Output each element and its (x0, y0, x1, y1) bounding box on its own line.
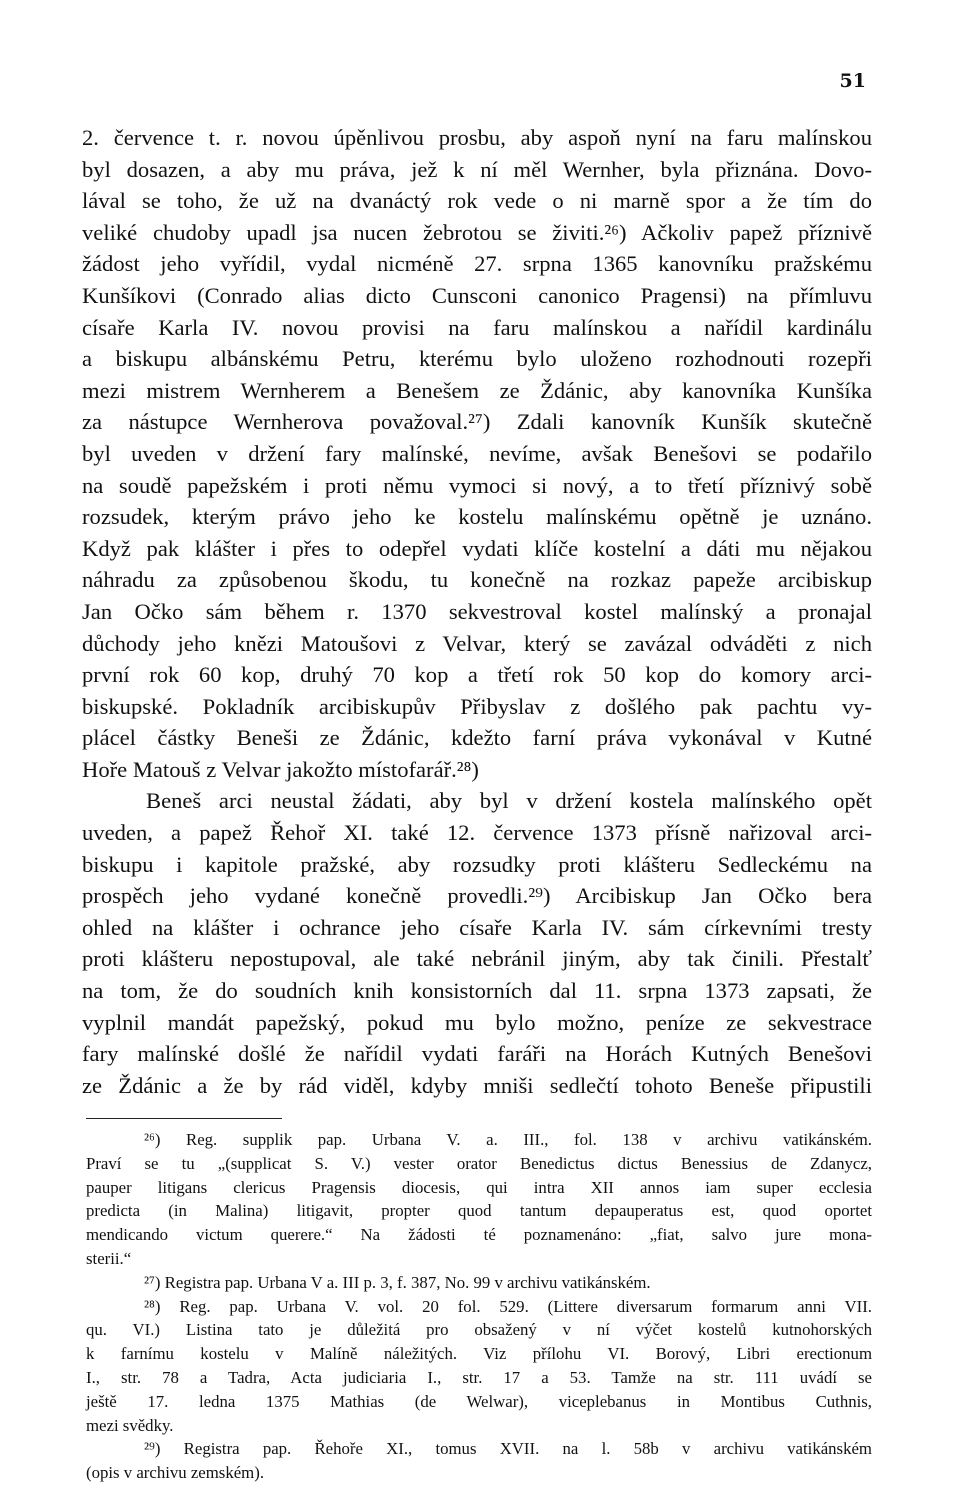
text-line: uveden, a papež Řehoř XI. také 12. července 1373 přísně nařizoval arci- (82, 820, 872, 846)
text-line: veliké chudoby upadl jsa nucen žebrotou se živiti.²⁶) Ačkoliv papež příznivě (82, 219, 872, 245)
footnote-line: qu. VI.) Listina tato je důležitá pro obsažený v ní výčet kostelů kutnohorských (86, 1320, 872, 1340)
text-line: žádost jeho vyřídil, vydal nicméně 27. srpna 1365 kanovníku pražskému (82, 251, 872, 277)
text-line: mezi mistrem Wernherem a Benešem ze Ždánic, aby kanovníka Kunšíka (82, 377, 872, 403)
footnote-line: ²⁶) Reg. supplik pap. Urbana V. a. III., fol. 138 v archivu vatikánském. (144, 1130, 872, 1149)
text-line: Hoře Matouš z Velvar jakožto místofarář.²⁸) (82, 756, 479, 782)
text-line: plácel částky Beneši ze Ždánic, kdežto farní práva vykonával v Kutné (82, 725, 872, 751)
text-line: Jan Očko sám během r. 1370 sekvestroval kostel malínský a pronajal (82, 598, 872, 624)
footnote-line: Praví se tu „(supplicat S. V.) vester orator Benedictus dictus Benessius de Zdanycz, (86, 1153, 872, 1173)
text-line: císaře Karla IV. novou provisi na faru malínskou a nařídil kardinálu (82, 314, 872, 340)
text-line: za nástupce Wernherova považoval.²⁷) Zdali kanovník Kunšík skutečně (82, 409, 872, 435)
text-line: fary malínské došlé že nařídil vydati faráři na Horách Kutných Benešovi (82, 1041, 872, 1067)
footnote-27 (86, 1271, 872, 1295)
text-line: biskupu i kapitole pražské, aby rozsudky proti klášteru Sedleckému na (82, 851, 872, 877)
footnote-line: ²⁷) Registra pap. Urbana V a. III p. 3, f. 387, No. 99 v archivu vatikánském. (144, 1272, 651, 1292)
text-line: proti klášteru nepostupoval, ale také nebránil jiným, aby tak činili. Přestalť (82, 946, 872, 972)
text-line: 2. července t. r. novou úpěnlivou prosbu, aby aspoň nyní na faru malínskou (82, 125, 872, 150)
text-line: Beneš arci neustal žádati, aby byl v držení kostela malínského opět (146, 788, 872, 814)
footnote-divider (86, 1118, 282, 1119)
text-line: Když pak klášter i přes to odepřel vydati klíče kostelní a dáti mu nějakou (82, 535, 872, 561)
footnote-line: (opis v archivu zemském). (86, 1463, 265, 1483)
footnote-line: predicta (in Malina) litigavit, propter quod tantum depauperatus est, quod oportet (86, 1201, 872, 1221)
footnote-line: mendicando victum querere.“ Na žádosti té poznamenáno: „fiat, salvo jure mona- (86, 1225, 872, 1245)
text-line: biskupské. Pokladník arcibiskupův Přibyslav z došlého pak pachtu vy- (82, 693, 872, 719)
text-line: a biskupu albánskému Petru, kterému bylo uloženo rozhodnouti rozepři (82, 346, 872, 372)
footnote-line: I., str. 78 a Tadra, Acta judiciaria I., str. 17 a 53. Tamže na str. 111 uvádí se (86, 1367, 872, 1387)
footnote-line: mezi svědky. (86, 1415, 174, 1435)
footnote-29 (86, 1437, 872, 1485)
text-line: náhradu za způsobenou škodu, tu konečně na rozkaz papeže arcibiskup (82, 567, 872, 593)
page-number: 51 (839, 70, 866, 92)
footnote-28 (86, 1295, 872, 1438)
text-line: ohled na klášter i ochrance jeho císaře Karla IV. sám církevními tresty (82, 914, 872, 940)
text-line: na tom, že do soudních knih konsistorních dal 11. srpna 1373 zapsati, že (82, 978, 872, 1004)
footnote-line: ²⁹) Registra pap. Řehoře XI., tomus XVII. na l. 58b v archivu vatikánském (144, 1439, 872, 1459)
text-line: na soudě papežském i proti němu vymoci si nový, a to třetí příznivý sobě (82, 472, 872, 498)
text-line: první rok 60 kop, druhý 70 kop a třetí rok 50 kop do komory arci- (82, 662, 872, 688)
paragraph-1 (82, 122, 872, 785)
text-line: vyplnil mandát papežský, pokud mu bylo možno, peníze ze sekvestrace (82, 1009, 872, 1035)
text-line: lával se toho, že už na dvanáctý rok vede o ni marně spor a že tím do (82, 188, 872, 214)
main-text (82, 122, 872, 1101)
text-line: rozsudek, kterým právo jeho ke kostelu malínskému opětně je uznáno. (82, 504, 872, 530)
text-line: prospěch jeho vydané konečně provedli.²⁹) Arcibiskup Jan Očko bera (82, 883, 872, 909)
footnote-line: pauper litigans clericus Pragensis diocesis, qui intra XII annos iam super ecclesia (86, 1177, 872, 1197)
footnote-26 (86, 1128, 872, 1271)
text-line: byl dosazen, a aby mu práva, jež k ní měl Wernher, byla přiznána. Dovo- (82, 156, 872, 182)
footnote-line: ještě 17. ledna 1375 Mathias (de Welwar), viceplebanus in Montibus Cuthnis, (86, 1391, 872, 1411)
paragraph-2 (82, 785, 872, 1101)
footnotes (86, 1128, 872, 1485)
text-line: důchody jeho knězi Matoušovi z Velvar, který se zavázal odváděti z nich (82, 630, 872, 656)
text-line: byl uveden v držení fary malínské, nevíme, avšak Benešovi se podařilo (82, 440, 872, 466)
footnote-line: ²⁸) Reg. pap. Urbana V. vol. 20 fol. 529. (Littere diversarum formarum anni VII. (144, 1296, 872, 1316)
text-line: ze Ždánic a že by rád viděl, kdyby mniši sedlečtí tohoto Beneše připustili (82, 1072, 872, 1098)
footnote-line: sterii.“ (86, 1248, 132, 1268)
footnote-line: k farnímu kostelu v Malíně náležitých. Viz přílohu VI. Borový, Libri erectionum (86, 1344, 872, 1364)
text-line: Kunšíkovi (Conrado alias dicto Cunsconi canonico Pragensi) na přímluvu (82, 282, 872, 308)
